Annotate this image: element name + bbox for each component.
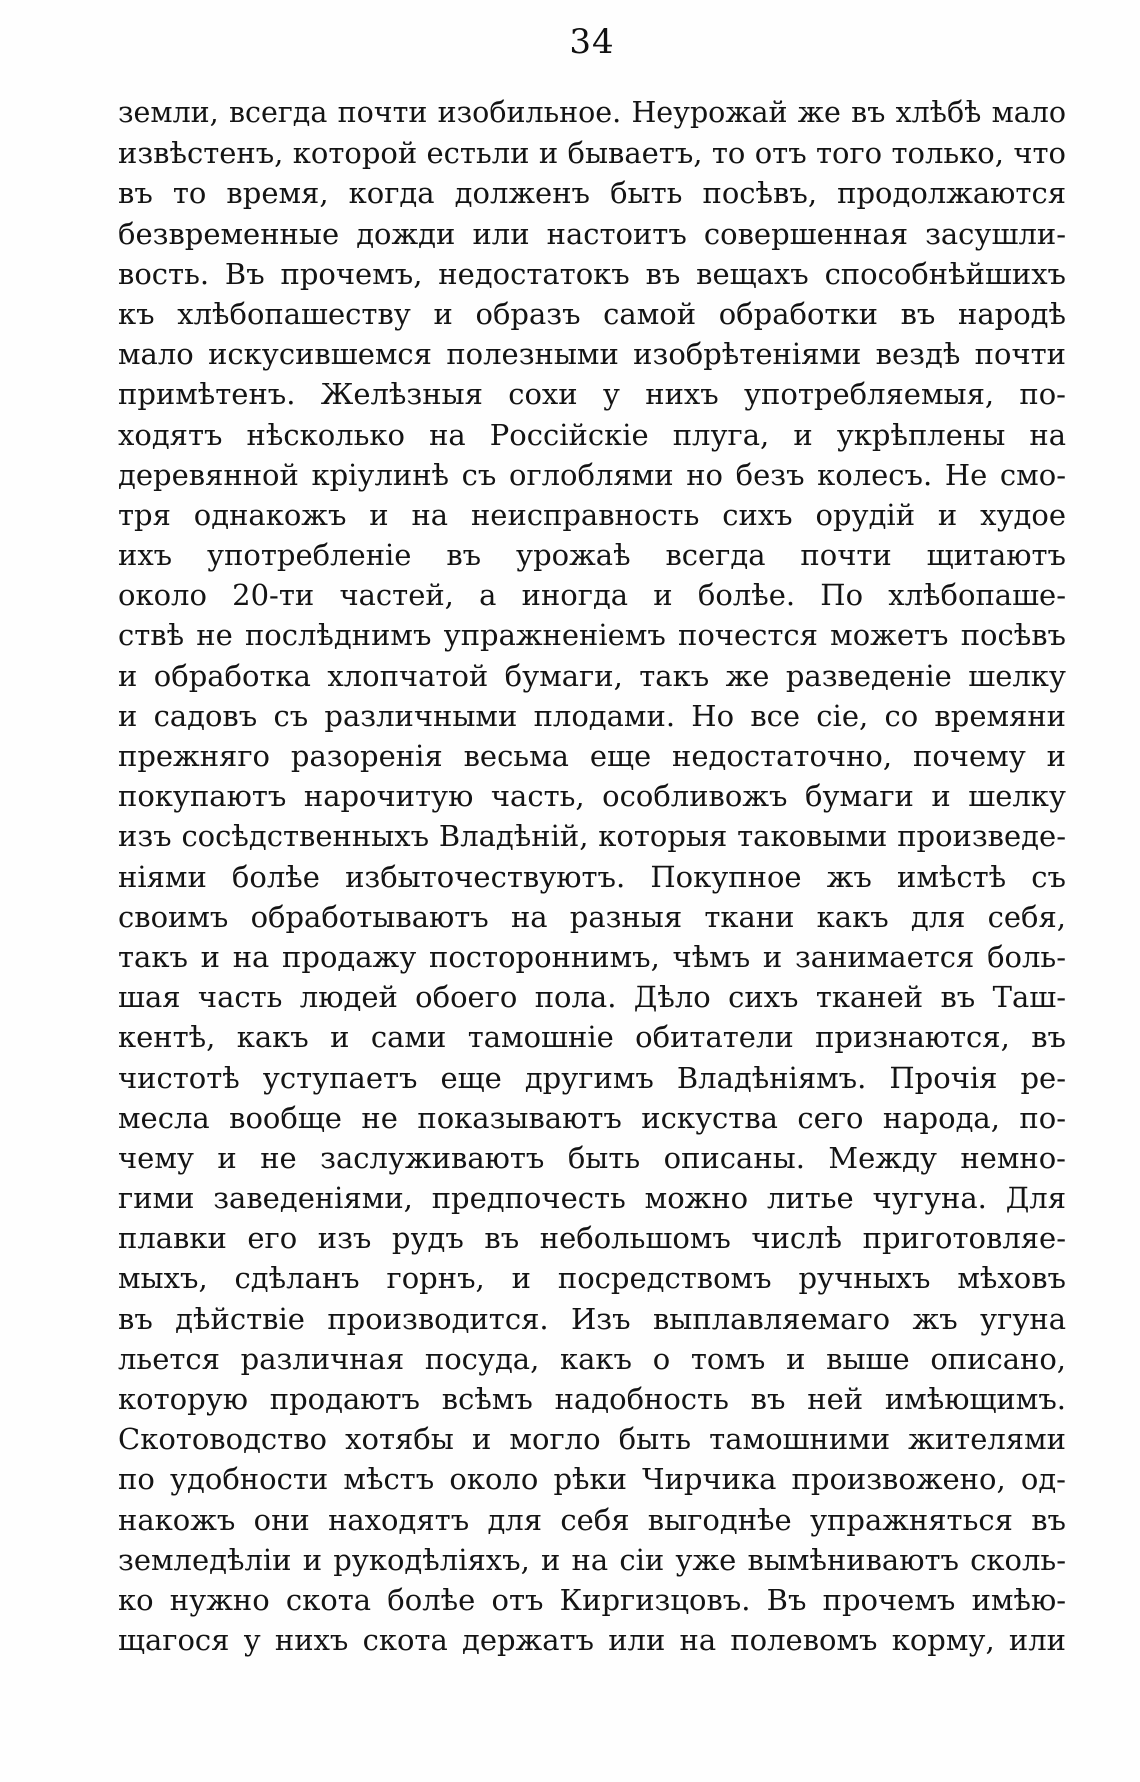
text-line: въ то время, когда долженъ быть посѣвъ, продолжаются bbox=[118, 176, 1066, 211]
text-line: ходятъ нѣсколько на Россійскіе плуга, и укрѣплены на bbox=[118, 417, 1066, 452]
text-line: безвременные дожди или настоитъ совершенная засушли- bbox=[118, 216, 1066, 251]
text-line: месла вообще не показываютъ искуства сего народа, по- bbox=[118, 1100, 1066, 1135]
text-line: чистотѣ уступаетъ еще другимъ Владѣніямъ. Прочія ре- bbox=[118, 1060, 1066, 1095]
text-line: по удобности мѣстъ около рѣки Чирчика произвожено, од- bbox=[118, 1462, 1066, 1497]
text-line: ихъ употребленіе въ урожаѣ всегда почти щитаютъ bbox=[118, 538, 1066, 573]
text-line: ствѣ не послѣднимъ упражненіемъ почестся можетъ посѣвъ bbox=[118, 618, 1066, 653]
text-line: примѣтенъ. Желѣзныя сохи у нихъ употребляемыя, по- bbox=[118, 377, 1066, 412]
text-line: ніями болѣе избыточествуютъ. Покупное жъ имѣстѣ съ bbox=[118, 859, 1066, 894]
text-line: своимъ обработываютъ на разныя ткани какъ для себя, bbox=[118, 899, 1066, 934]
text-line: накожъ они находятъ для себя выгоднѣе упражняться въ bbox=[118, 1502, 1066, 1537]
text-line: шая часть людей обоего пола. Дѣло сихъ тканей въ Таш- bbox=[118, 980, 1066, 1015]
text-line: и обработка хлопчатой бумаги, такъ же разведеніе шелку bbox=[118, 658, 1066, 693]
text-line: и садовъ съ различными плодами. Но все сіе, со времяни bbox=[118, 698, 1066, 733]
text-line: земледѣліи и рукодѣліяхъ, и на сіи уже вымѣниваютъ сколь- bbox=[118, 1542, 1066, 1577]
text-line: ко нужно скота болѣе отъ Киргизцовъ. Въ прочемъ имѣю- bbox=[118, 1582, 1066, 1617]
text-line: прежняго разоренія весьма еще недостаточно, почему и bbox=[118, 739, 1066, 773]
text-line: извѣстенъ, которой естьли и бываетъ, то отъ того только, что bbox=[118, 136, 1066, 171]
text-line: Скотоводство хотябы и могло быть тамошними жителями bbox=[118, 1422, 1066, 1457]
text-line: къ хлѣбопашеству и образъ самой обработки въ народѣ bbox=[118, 296, 1066, 331]
text-line: покупаютъ нарочитую часть, особливожъ бумаги и шелку bbox=[118, 779, 1066, 814]
text-line: вость. Въ прочемъ, недостатокъ въ вещахъ способнѣйшихъ bbox=[118, 256, 1066, 291]
text-line: такъ и на продажу постороннимъ, чѣмъ и занимается боль- bbox=[118, 939, 1066, 974]
text-line: мало искусившемся полезными изобрѣтеніями вездѣ почти bbox=[118, 337, 1066, 372]
text-line: тря однакожъ и на неисправность сихъ орудій и худое bbox=[118, 497, 1066, 532]
text-line: кентѣ, какъ и сами тамошніе обитатели признаются, въ bbox=[118, 1020, 1066, 1055]
text-line: льется различная посуда, какъ о томъ и выше описано, bbox=[118, 1341, 1066, 1376]
text-line: около 20-ти частей, а иногда и болѣе. По хлѣбопаше- bbox=[118, 578, 1066, 613]
text-line: въ дѣйствіе производится. Изъ выплавляемаго жъ угуна bbox=[118, 1301, 1066, 1336]
text-line: плавки его изъ рудъ въ небольшомъ числѣ приготовляе- bbox=[118, 1221, 1066, 1256]
text-line: земли, всегда почти изобильное. Неурожай же въ хлѣбѣ мало bbox=[118, 96, 1066, 129]
page-number: 34 bbox=[569, 22, 615, 62]
text-line: изъ сосѣдственныхъ Владѣній, которыя таковыми произведе- bbox=[118, 819, 1066, 854]
text-line: гими заведеніями, предпочесть можно литье чугуна. Для bbox=[118, 1181, 1066, 1216]
text-line: которую продаютъ всѣмъ надобность въ ней имѣющимъ. bbox=[118, 1382, 1066, 1416]
text-line: чему и не заслуживаютъ быть описаны. Между немно- bbox=[118, 1140, 1066, 1175]
text-line: щагося у нихъ скота держатъ или на полевомъ корму, или bbox=[118, 1623, 1066, 1658]
text-line: мыхъ, сдѣланъ горнъ, и посредствомъ ручныхъ мѣховъ bbox=[118, 1261, 1066, 1296]
text-line: деревянной кріулинѣ съ оглоблями но безъ колесъ. Не смо- bbox=[118, 457, 1066, 492]
body-text bbox=[118, 93, 1066, 1660]
